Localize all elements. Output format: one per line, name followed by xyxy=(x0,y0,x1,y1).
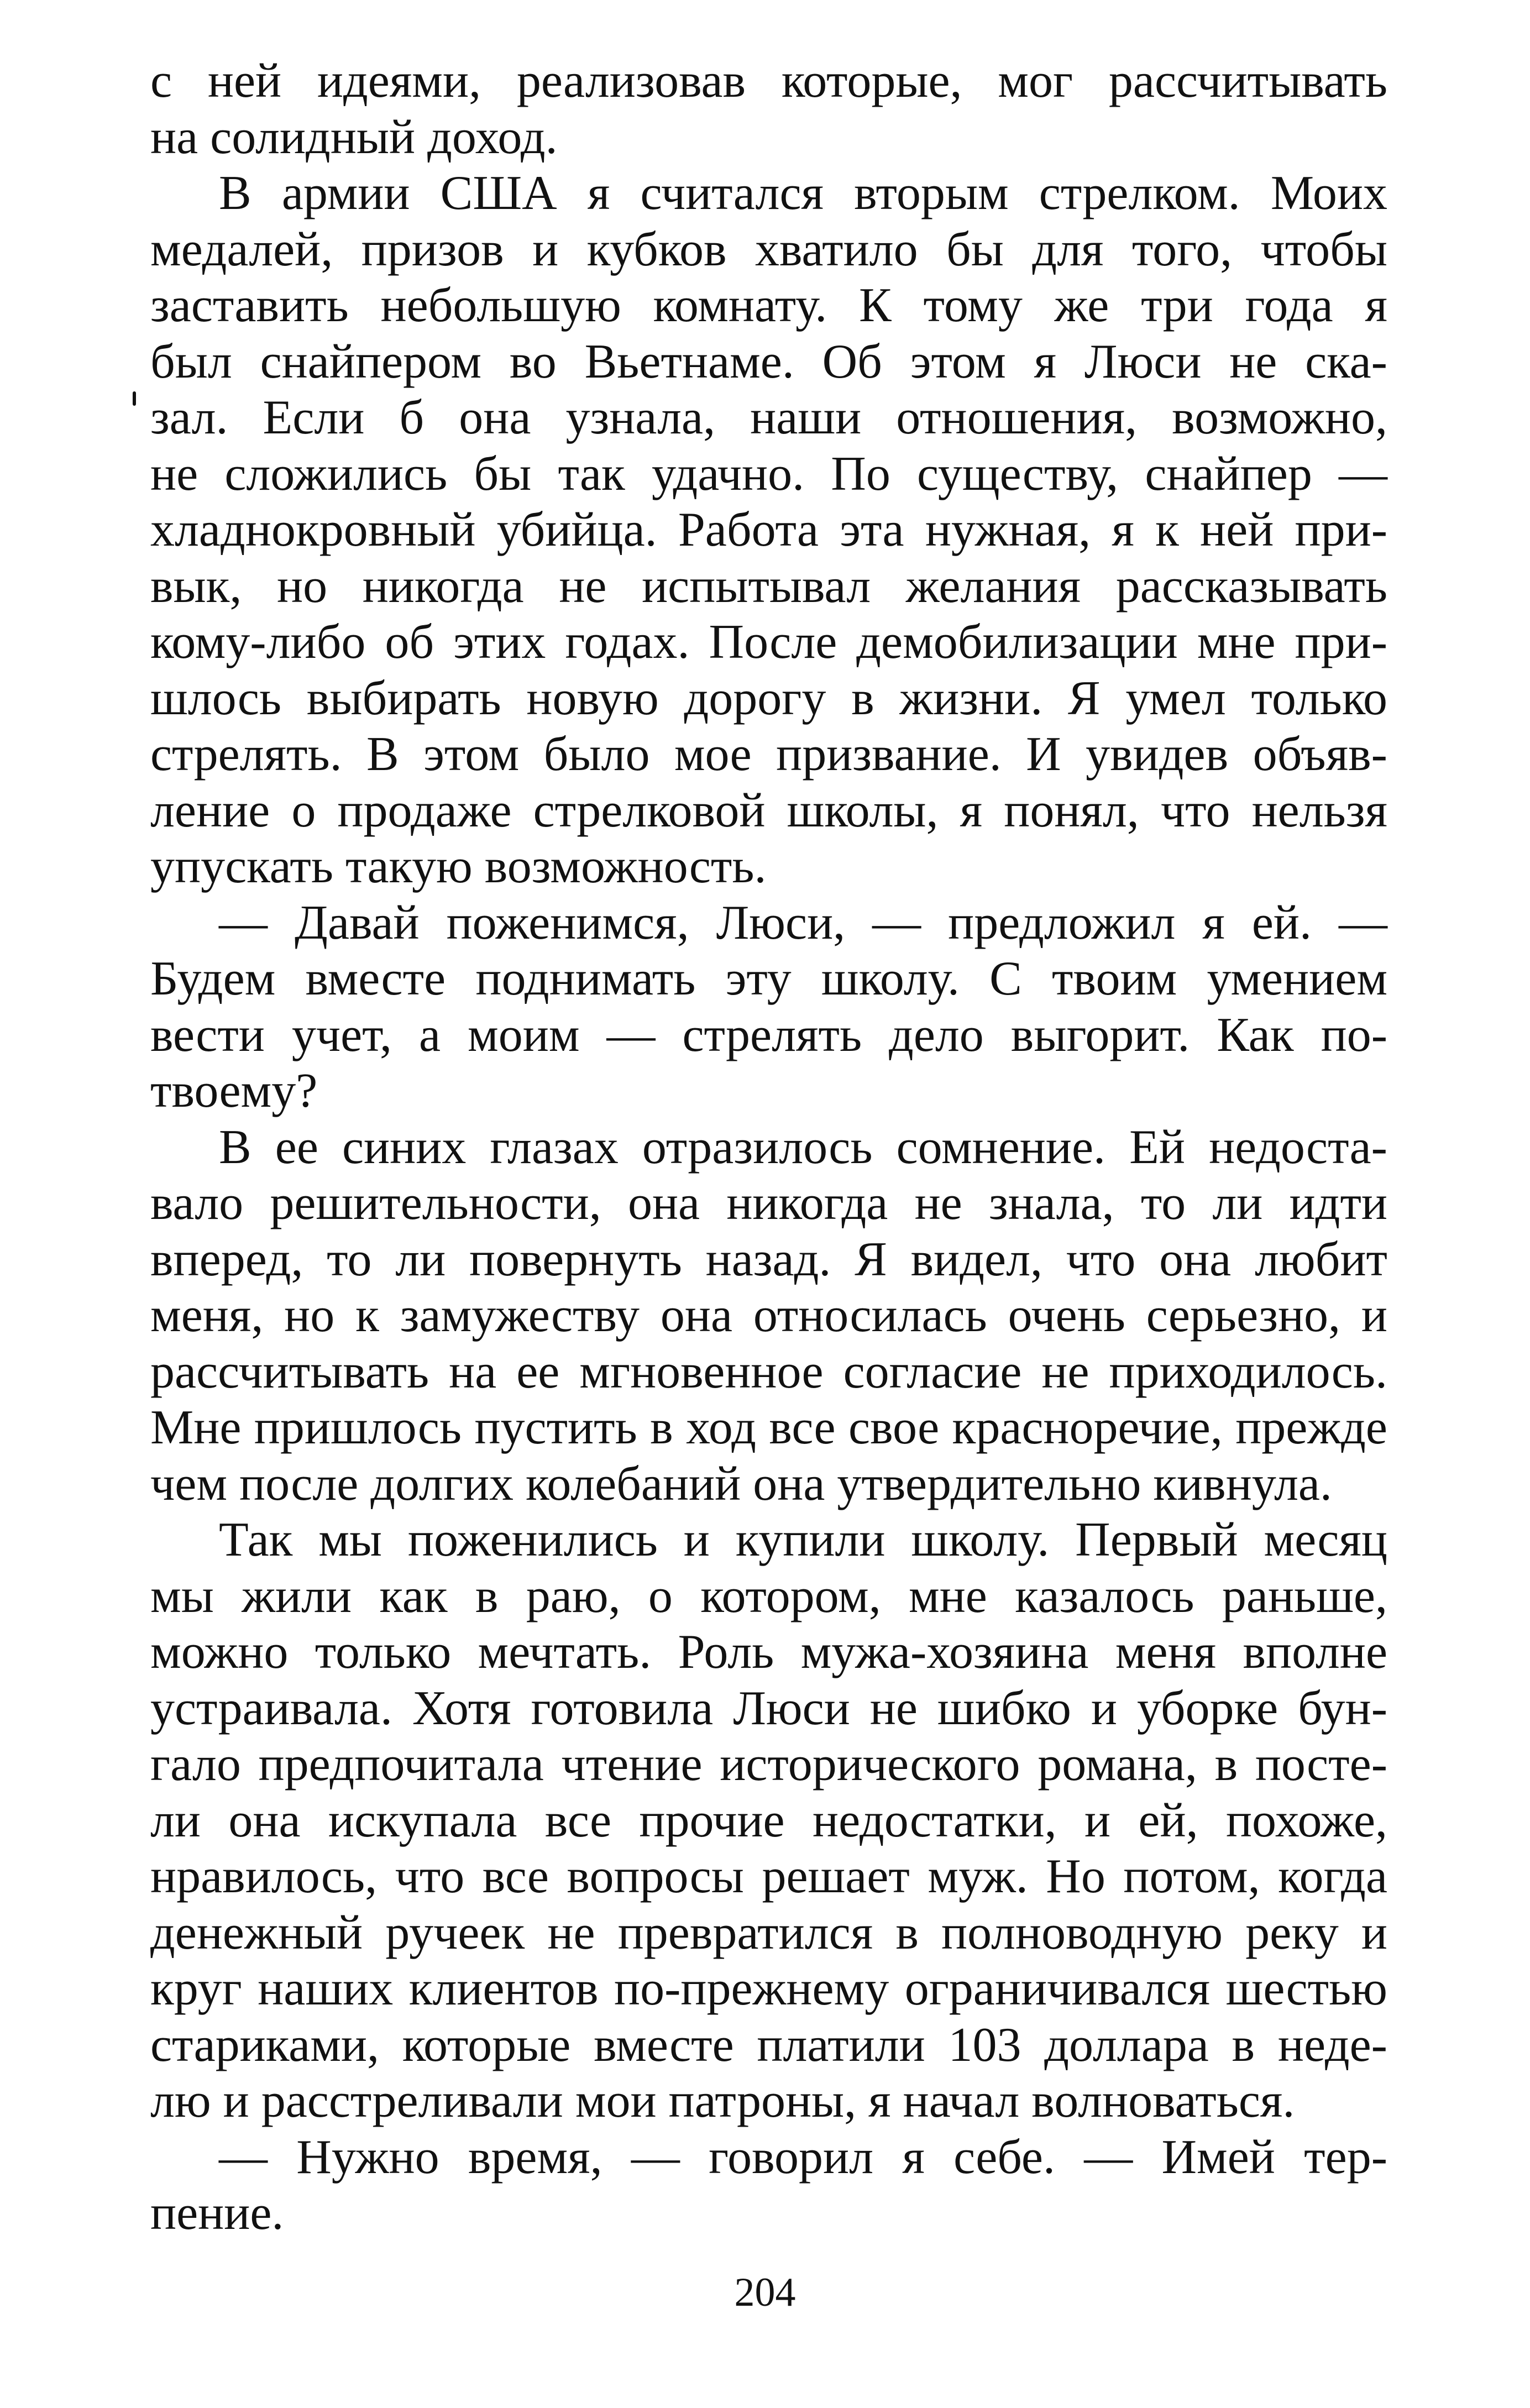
text-line: медалей, призов и кубков хватило бы для того, чтобы xyxy=(150,222,1387,276)
text-line: мы жили как в раю, о котором, мне казалось раньше, xyxy=(150,1569,1387,1623)
text-line: меня, но к замужеству она относилась очень серьезно, и xyxy=(150,1289,1387,1342)
text-line: Будем вместе поднимать эту школу. С твоим умением xyxy=(150,952,1387,1006)
text-line: денежный ручеек не превратился в полноводную реку и xyxy=(150,1906,1387,1960)
margin-mark xyxy=(133,391,136,406)
text-line: рассчитывать на ее мгновенное согласие не приходилось. xyxy=(150,1344,1387,1399)
text-line: был снайпером во Вьетнаме. Об этом я Люси не ска- xyxy=(150,334,1387,389)
text-line: стрелять. В этом было мое призвание. И увидев объяв- xyxy=(150,727,1387,781)
text-line: зал. Если б она узнала, наши отношения, возможно, xyxy=(150,391,1387,444)
text-line: нравилось, что все вопросы решает муж. Но потом, когда xyxy=(150,1850,1387,1903)
text-line: гало предпочитала чтение исторического романа, в посте- xyxy=(150,1737,1387,1791)
text-line: — Нужно время, — говорил я себе. — Имей тер- xyxy=(219,2130,1387,2184)
text-line: круг наших клиентов по-прежнему ограничивался шестью xyxy=(150,1962,1387,2016)
text-line: Мне пришлось пустить в ход все свое красноречие, прежде xyxy=(150,1401,1387,1454)
body-text xyxy=(150,53,1387,2242)
text-line: В ее синих глазах отразилось сомнение. Ей недоста- xyxy=(219,1120,1387,1174)
text-line: на солидный доход. xyxy=(150,110,558,164)
text-line: хладнокровный убийца. Работа эта нужная, я к ней при- xyxy=(150,503,1387,557)
text-line: можно только мечтать. Роль мужа-хозяина меня вполне xyxy=(150,1625,1387,1679)
text-line: упускать такую возможность. xyxy=(150,840,767,893)
text-line: кому-либо об этих годах. После демобилизации мне при- xyxy=(150,615,1387,669)
text-line: пение. xyxy=(150,2186,284,2240)
text-line: с ней идеями, реализовав которые, мог рассчитывать xyxy=(150,54,1387,108)
text-line: — Давай поженимся, Люси, — предложил я ей. — xyxy=(219,896,1387,950)
text-line: В армии США я считался вторым стрелком. Моих xyxy=(219,166,1387,220)
text-line: вало решительности, она никогда не знала, то ли идти xyxy=(150,1176,1387,1230)
text-line: лю и расстреливали мои патроны, я начал волноваться. xyxy=(150,2074,1295,2128)
text-line: заставить небольшую комнату. К тому же три года я xyxy=(150,279,1387,332)
text-line: ли она искупала все прочие недостатки, и ей, похоже, xyxy=(150,1793,1387,1847)
text-line: твоему? xyxy=(150,1064,318,1118)
text-line: Так мы поженились и купили школу. Первый месяц xyxy=(219,1513,1387,1567)
text-line: ление о продаже стрелковой школы, я понял, что нельзя xyxy=(150,783,1387,837)
text-line: чем после долгих колебаний она утвердительно кивнула. xyxy=(150,1457,1332,1511)
text-line: вык, но никогда не испытывал желания рассказывать xyxy=(150,559,1387,613)
text-line: вести учет, а моим — стрелять дело выгорит. Как по- xyxy=(150,1008,1387,1062)
text-line: стариками, которые вместе платили 103 доллара в неде- xyxy=(150,2018,1387,2072)
page-number: 204 xyxy=(734,2270,796,2315)
text-line: устраивала. Хотя готовила Люси не шибко и уборке бун- xyxy=(150,1681,1387,1735)
text-line: шлось выбирать новую дорогу в жизни. Я умел только xyxy=(150,671,1387,725)
text-line: вперед, то ли повернуть назад. Я видел, что она любит xyxy=(150,1232,1387,1286)
text-line: не сложились бы так удачно. По существу, снайпер — xyxy=(150,447,1387,501)
